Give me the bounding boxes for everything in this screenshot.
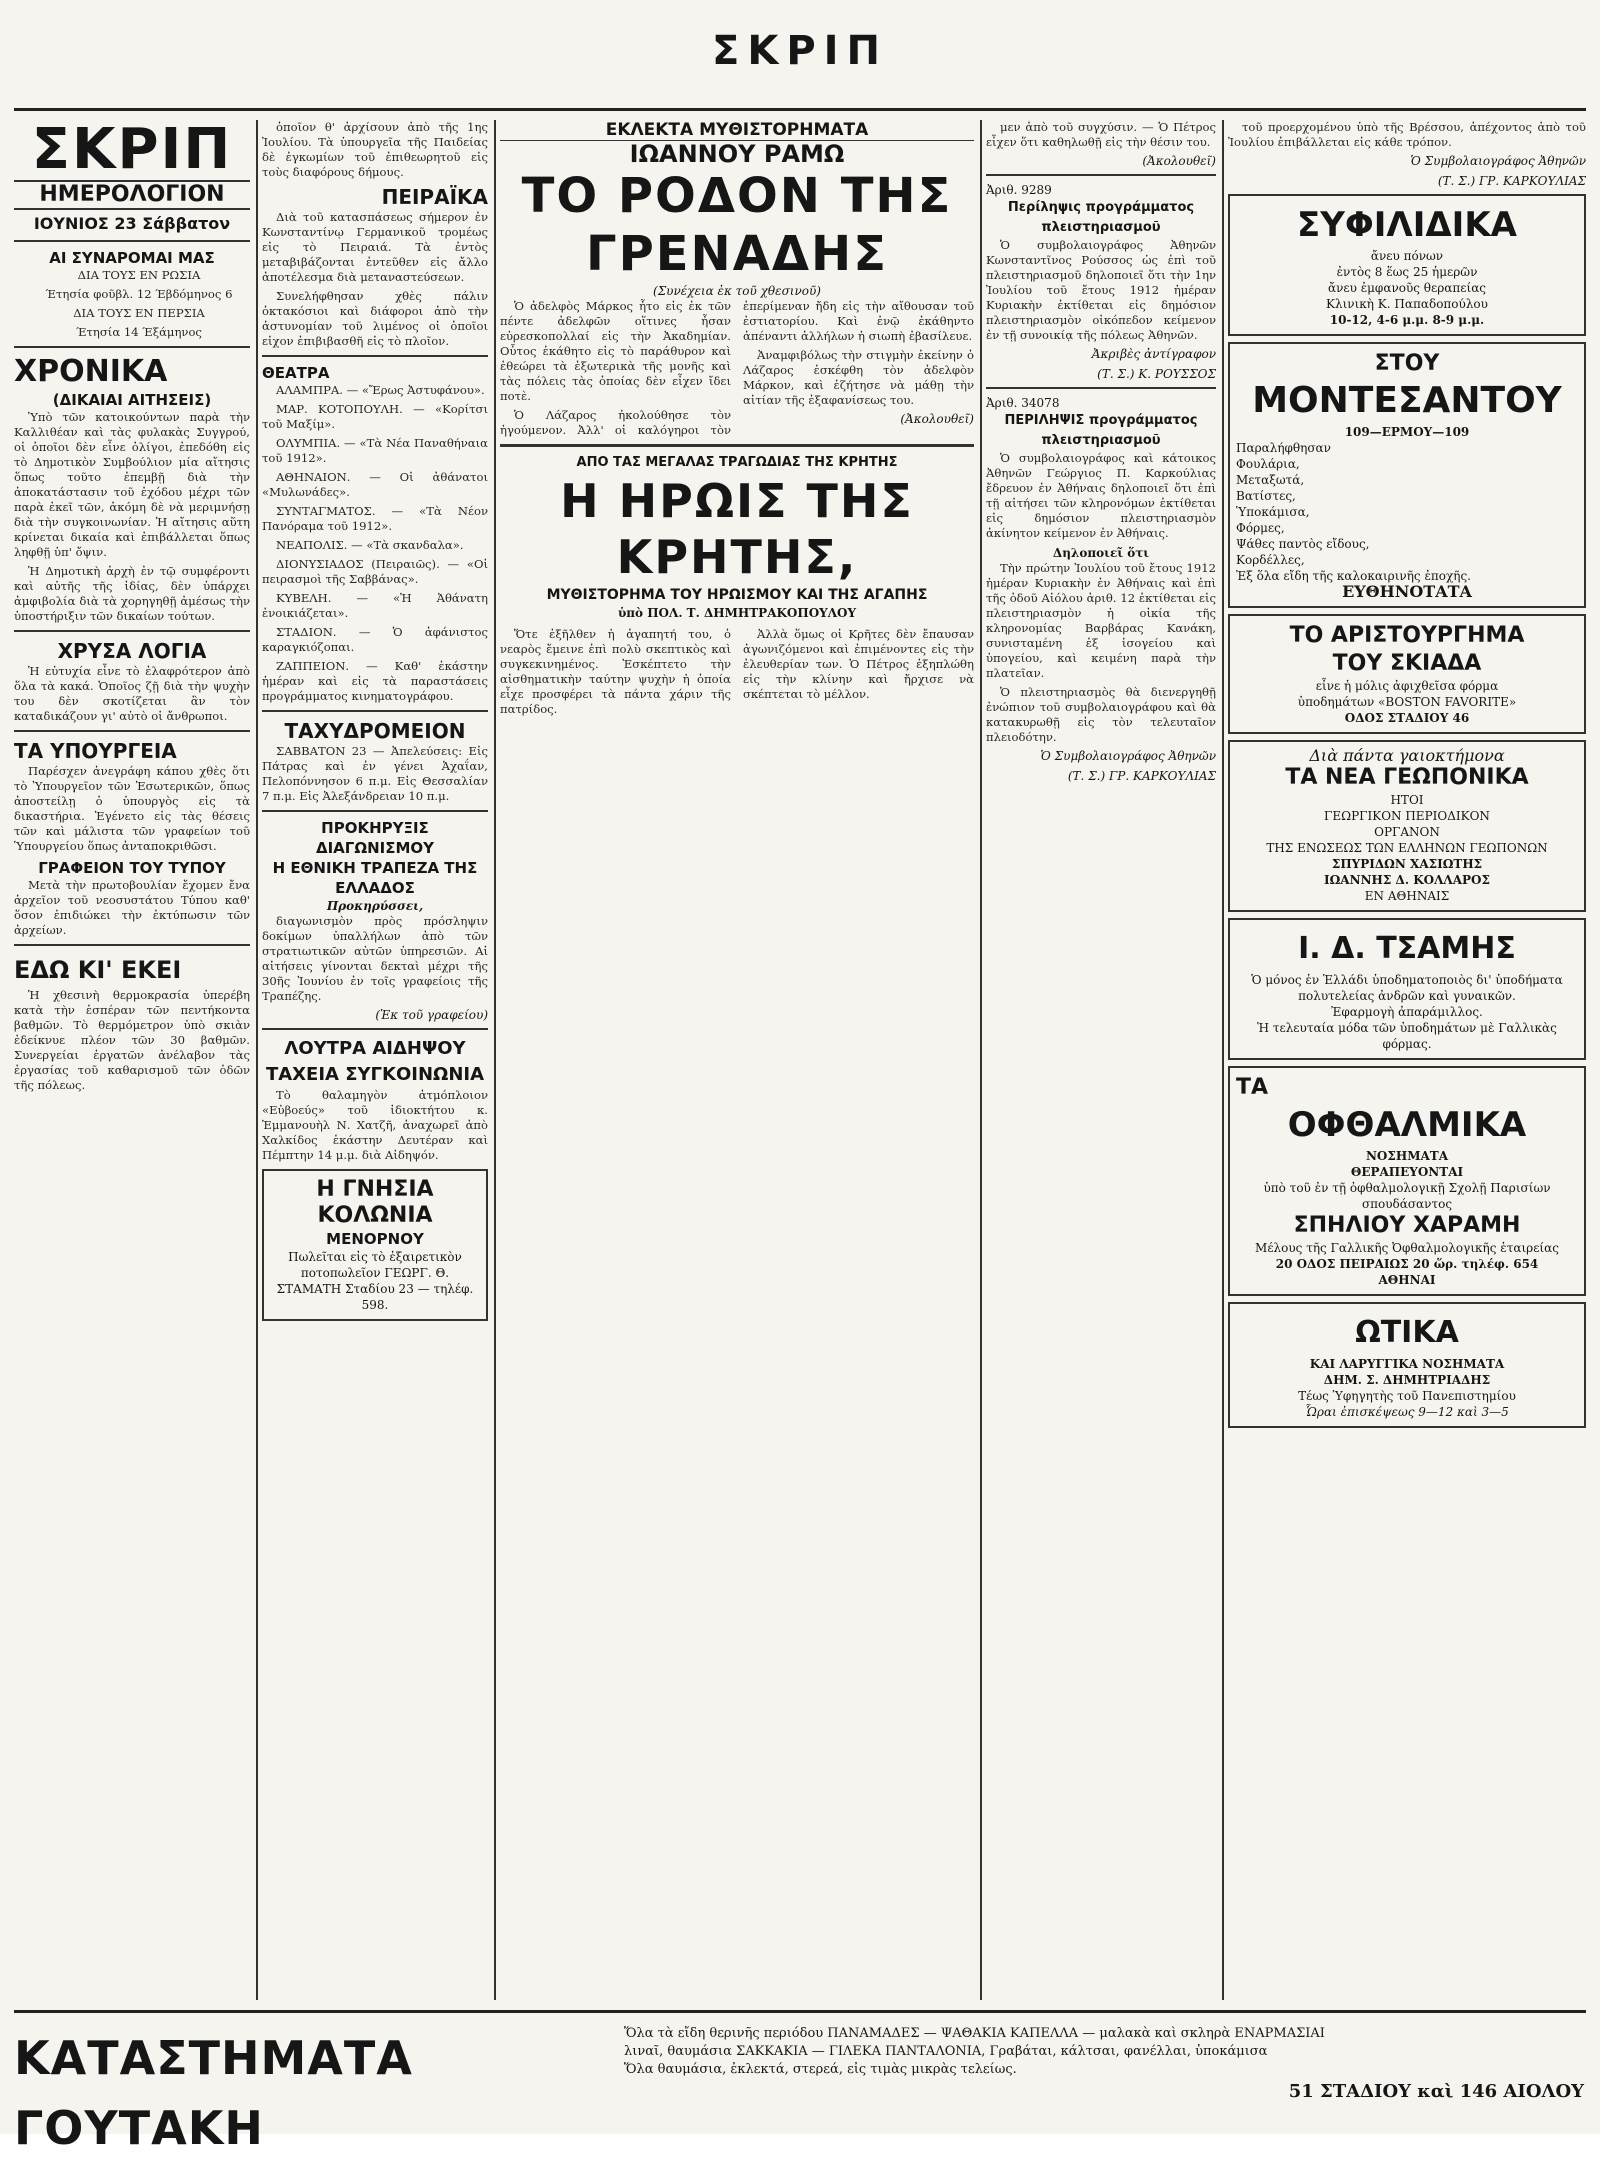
skiada-subtitle: ΤΟΥ ΣΚΙΑΔΑ [1332,651,1482,676]
column-rule [494,120,496,2000]
chronika-title: ΧΡΟΝΙΚΑ [14,354,168,389]
continued-signature: (Τ. Σ.) ΓΡ. ΚΑΡΚΟΥΛΙΑΣ [1437,174,1586,188]
serial2-paragraph: Ἀλλὰ ὅμως οἱ Κρῆτες δὲν ἔπαυσαν ἀγωνιζόμενοι καὶ ἐπιμένοντες εἰς τὴν ἐλευθερίαν των. Ὁ Πέτρος ἐξηπλώθη εἰς τὴν κλίνην καὶ ἤρχισε νὰ σκέπτεται τὸ μέλλον. [743,627,974,701]
notice-text: Ὁ συμβολαιογράφος Ἀθηνῶν Κωνσταντῖνος Ρούσσος ὡς ἐπὶ τοῦ πλειστηριασμοῦ δηλοποιεῖ ὅτι τὴν 1ην Ἰουλίου τοῦ ἔτους 1912 ἡμέραν Κυριακὴν ἐκτίθεται εἰς δημόσιον πλειστηριασμὸν οἰκόπεδον κείμενον ἐν τῇ συνοικίᾳ τῆς πόλεως Ἀθηνῶν. [986,238,1216,342]
page-masthead: ΣΚΡΙΠ [712,28,888,74]
serial-continued: (Συνέχεια ἐκ τοῦ χθεσινοῦ) [653,284,821,298]
otika-subtitle: ΚΑΙ ΛΑΡΥΓΓΙΚΑ ΝΟΣΗΜΑΤΑ [1309,1357,1505,1371]
subscription-line: Έτησία 14 Έξάμηνος [76,325,202,339]
syfilidika-title: ΣΥΦΙΛΙΔΙΚΑ [1297,205,1517,245]
theatra-title: ΘΕΑΤΡΑ [262,364,330,382]
montesantou-ad [1228,342,1586,608]
ad-line: ΑΘΗΝΑΙ [1378,1273,1436,1287]
notice-number: Ἀριθ. 9289 [986,183,1052,197]
ad-line: ΣΠΥΡΙΔΩΝ ΧΑΣΙΩΤΗΣ [1331,857,1483,871]
ad-line: ΙΩΑΝΝΗΣ Δ. ΚΟΛΛΑΡΟΣ [1324,873,1490,887]
theatre-listing: ΑΘΗΝΑΙΟΝ. — Οἱ ἀθάνατοι «Μυλωνάδες». [262,470,488,499]
ad-line: Φόρμες, [1236,521,1285,535]
ad-line: Κορδέλλες, [1236,553,1305,567]
goutaki-line: Ὅλα θαυμάσια, ἐκλεκτά, στερεά, εἰς τιμὰς μικρὰς τελείως. [624,2062,1017,2077]
edo-ki-ekei-text: Ἡ χθεσινὴ θερμοκρασία ὑπερέβη κατὰ τὴν ἑσπέραν τῶν πεντήκοντα βαθμῶν. Τὸ θερμόμετρον ὑπὸ σκιὰν ἐδείκνυε πλέον τῶν 30 βαθμῶν. Συνεργείαι ἐργατῶν ἀνέλαβον τὰς ἐργασίας τοῦ καθαρισμοῦ τῶν ὁδῶν τῆς πόλεως. [14,988,250,1092]
divider [262,355,488,357]
notice-number: Ἀριθ. 34078 [986,396,1060,410]
goutaki-banner [14,2010,1586,2155]
prokiryxis-sub: Προκηρύσσει, [326,899,424,913]
divider [262,710,488,712]
divider [986,174,1216,176]
ad-line: Μέλους τῆς Γαλλικῆς Ὀφθαλμολογικῆς ἑταιρείας [1255,1241,1559,1255]
tsamis-title: Ι. Δ. ΤΣΑΜΗΣ [1298,931,1516,966]
kolonia-text: Πωλεῖται εἰς τὸ ἐξαιρετικὸν ποτοπωλεῖον ΓΕΩΡΓ. Θ. ΣΤΑΜΑΤΗ Σταδίου 23 — τηλέφ. 598. [276,1250,474,1312]
ad-line: ΗΤΟΙ [1390,793,1424,807]
column-4 [986,120,1216,2000]
tachydromeion-title: ΤΑΧΥΔΡΟΜΕΙΟΝ [284,719,466,743]
ad-line: ΤΗΣ ΕΝΩΣΕΩΣ ΤΩΝ ΕΛΛΗΝΩΝ ΓΕΩΠΟΝΩΝ [1266,841,1548,855]
serial-title: ΤΟ ΡΟΔΟΝ ΤΗΣ ΓΡΕΝΑΔΗΣ [521,168,953,282]
ad-line: ἄνευ πόνων [1370,249,1444,263]
subscription-line: ΔΙΑ ΤΟΥΣ ΕΝ ΠΕΡΣΙΑ [73,306,205,320]
geoponika-ad [1228,740,1586,912]
theatre-listing: ΝΕΑΠΟΛΙΣ. — «Τὰ σκανδαλα». [276,538,464,552]
chryssa-logia-text: Ἡ εὐτυχία εἶνε τὸ ἐλαφρότερον ἀπὸ ὅλα τὰ κακά. Ὁποῖος ζῇ διὰ τὴν ψυχὴν του δὲν σκοτίζεται ἂν τὸν καταδικάζουν γι' αὐτὸ οἱ ἄνθρωποι. [14,664,250,723]
loutra-text: Τὸ θαλαμηγὸν ἀτμόπλοιον «Εὐβοεύς» τοῦ ἰδιοκτήτου κ. Ἐμμανουὴλ Ν. Χατζῆ, ἀναχωρεῖ ἀπὸ Χαλκίδος ἑκάστην Δευτέραν καὶ Πέμπτην 14 μ.μ. διὰ Αἰδηψόν. [262,1088,488,1162]
peiraika-title: ΠΕΙΡΑΪΚΑ [381,185,488,209]
chronika-text-2: Ἡ Δημοτικὴ ἀρχὴ ἐν τῷ συμφέροντι καὶ αὐτῆς τῆς ἰδίας, δὲν ὑπάρχει ἀμφιβολία διὰ τὰ χορηγηθῇ ἀμέσως τὴν ὑποστήριξιν τῶν δικαίων τούτων. [14,564,250,623]
ad-line: Βατίστες, [1236,489,1296,503]
ypourgeia-text: Παρέσχεν ἀνεγράφη κάπου χθὲς ὅτι τὸ Ὑπουργεῖον τῶν Ἐσωτερικῶν, ὅπως ἀποστείλῃ ὁ ὑπουργὸς εἰς τὰ δικαστήρια. Ἐγένετο εἰς τὰς θέσεις τῶν καὶ μάλιστα τῶν γραφείων τοῦ Ὑπουργείου ὅπως ἀνταποκριθῶσι. [14,764,250,853]
ad-line: Ψάθες παντὸς εἴδους, [1236,537,1370,551]
continued-signature: Ὁ Συμβολαιογράφος Ἀθηνῶν [1410,154,1586,168]
column-2 [262,120,488,2000]
serial2-series-label: ΑΠΟ ΤΑΣ ΜΕΓΑΛΑΣ ΤΡΑΓΩΔΙΑΣ ΤΗΣ ΚΡΗΤΗΣ [576,455,898,470]
theatre-listing: ΔΙΟΝΥΣΙΑΔΟΣ (Πειραιῶς). — «Οἱ πειρασμοὶ τῆς Σαββάνας». [262,557,488,586]
goutaki-title: ΚΑΤΑΣΤΗΜΑΤΑ ΓΟΥΤΑΚΗ [14,2031,413,2155]
chronika-text: Ὑπὸ τῶν κατοικούντων παρὰ τὴν Καλλιθέαν καὶ τὰς φυλακὰς Συγγρού, οἱ ὁποῖοι δὲν εἶνε ὀλίγοι, ἐπεδόθη εἰς τὸ Δημοτικὸν Συμβούλιον μία αἴτησις ὅπως τοῦτο ἐπεμβῇ διὰ τὴν ἀποκατάστασιν τοῦ ἐχόδου μέχρι τῶν παρὰ ἐκεῖ τῶν, ἀκόμη δὲ νὰ μεριμνήσῃ διὰ τὴν συγκοινωνίαν. Ἡ αἴτησις αὕτη κρίνεται δικαία καὶ ἐπιβάλλεται ὅπως ληφθῇ ὑπ' ὄψιν. [14,410,250,559]
kolonia-ad [262,1169,488,1321]
ad-line: ἐντὸς 8 ἕως 25 ἡμερῶν [1336,265,1478,279]
continued-text: τοῦ προερχομένου ὑπὸ τῆς Βρέσσου, ἀπέχοντος ἀπὸ τοῦ Ἰουλίου ἐπιβάλλεται εἰς κάθε τρόπον. [1228,120,1586,149]
notice-text: Τὴν πρώτην Ἰουλίου τοῦ ἔτους 1912 ἡμέραν Κυριακὴν ἐν Ἀθήναις καὶ ἐπὶ τῆς ὁδοῦ Αἰόλου ἀριθ. 12 ἐκτίθεται εἰς πλειστηριασμὸν ἡ οἰκία τῆς κληρονομίας Βαρβάρας Κανάκη, συνισταμένη ἐξ ἰσογείου καὶ ὑπογείου, καὶ κειμένη παρὰ τὴν πλατεῖαν. [986,561,1216,680]
notice-text: Ὁ πλειστηριασμὸς θὰ διενεργηθῇ ἐνώπιον τοῦ συμβολαιογράφου καὶ θὰ κατακυρωθῇ εἰς τὸν τελευταῖον πλειοδότην. [986,685,1216,744]
divider [262,1028,488,1030]
peiraika-text: Διὰ τοῦ κατασπάσεως σήμερον ἐν Κωνσταντίνῳ Γερμανικοῦ τρομέως εἰς τὸ Πειραιά. Τὰ ἐντὸς μεταβιβάζονται ἐντεῦθεν εἰς ἄλλο ἀποτέλεσμα διὰ μεταναστεύσεων. [262,210,488,284]
divider [262,810,488,812]
ad-line: Μεταξωτά, [1236,473,1305,487]
column-5 [1228,120,1586,2000]
ad-line: Ἐφαρμογὴ ἀπαράμιλλος. [1331,1005,1483,1019]
otika-title: ΩΤΙΚΑ [1355,1315,1459,1350]
column-rule [1222,120,1224,2000]
notice-signature: Ἀκριβὲς ἀντίγραφον [1091,347,1216,361]
theatre-listing: ΣΤΑΔΙΟΝ. — Ὁ ἀφάνιστος καραγκιόζοπαι. [262,625,488,654]
divider [14,944,250,946]
ad-line: 20 ΟΔΟΣ ΠΕΙΡΑΙΩΣ 20 ὥρ. τηλέφ. 654 [1275,1257,1539,1271]
goutaki-line: Ὅλα τὰ εἴδη θερινῆς περιόδου ΠΑΝΑΜΑΔΕΣ — ΨΑΘΑΚΙΑ ΚΑΠΕΛΛΑ — μαλακὰ καὶ σκληρὰ ΕΝΑΡΜΑΣΙΑΙ [624,2026,1325,2041]
prokiryxis-title: ΠΡΟΚΗΡΥΞΙΣ ΔΙΑΓΩΝΙΣΜΟΥ [315,819,435,857]
ad-line: Κλινικὴ Κ. Παπαδοπούλου [1326,297,1488,311]
peiraika-text-2: Συνελήφθησαν χθὲς πάλιν ὀκτακόσιοι καὶ διάφοροι ἀπὸ τὴν ἀστυνομίαν τοῦ λιμένος οἱ ὁποῖοι εἰχον ἐπιβιβασθῆ εἰς τὸ πλοῖον. [262,289,488,348]
ad-line: Ὧραι ἐπισκέψεως 9—12 καὶ 3—5 [1305,1405,1509,1419]
ad-line: Ἐξ ὅλα εἴδη τῆς καλοκαιρινῆς ἐποχῆς. [1236,569,1471,583]
notice-signature: Ὁ Συμβολαιογράφος Ἀθηνῶν [1040,749,1216,763]
ofthalmika-doctor: ΣΠΗΛΙΟΥ ΧΑΡΑΜΗ [1293,1213,1521,1238]
ad-line: εἶνε ἡ μόλις ἀφιχθεῖσα φόρμα [1315,679,1499,693]
serial-paragraph: Ὁ ἀδελφὸς Μάρκος ἦτο εἰς ἐκ τῶν πέντε ἀδελφῶν οἵτινες ἦσαν εὐρεσκοπολλαί εἰς τὴν Ἀκαδημίαν. Οὗτος ἐκάθητο εἰς τὸ παράθυρον καὶ ἐθεώρει τὰ ἐξωτερικὰ τῆς μονῆς καὶ τὰς πόλεις τὰς ὁποίας δὲν εἶχεν ἴδει ποτὲ. [500,299,731,403]
serial2-author: ὑπὸ ΠΟΛ. Τ. ΔΗΜΗΤΡΑΚΟΠΟΥΛΟΥ [617,606,857,620]
theatre-listing: ΣΥΝΤΑΓΜΑΤΟΣ. — «Τὰ Νέον Πανόραμα τοῦ 1912». [262,504,488,533]
ofthalmika-ad [1228,1066,1586,1296]
grafeion-text: Μετὰ τὴν πρωτοβουλίαν ἔχομεν ἔνα ἀρχεῖον τοῦ νεοσυστάτου Τύπου καθ' ὅσον ἐπιδιώκει τὴν ἐκτύπωσιν τῶν ἀρχείων. [14,878,250,937]
notice-title: ΠΕΡΙΛΗΨΙΣ προγράμματος πλειστηριασμοῦ [1004,413,1198,448]
tachydromeion-text: ΣΑΒΒΑΤΟΝ 23 — Ἀπελεύσεις: Εἰς Πάτρας καὶ ἐν γένει Ἀχαΐαν, Πελοπόννησον 6 π.μ. Εἰς Θεσσαλίαν 7 π.μ. Εἰς Ἀλεξάνδρειαν 10 π.μ. [262,744,488,803]
theatre-listing: ΜΑΡ. ΚΟΤΟΠΟΥΛΗ. — «Κορίτσι τοῦ Μαξίμ». [262,402,488,431]
montesantou-title: ΜΟΝΤΕΣΑΝΤΟΥ [1252,380,1562,421]
notice-subhead: Δηλοποιεῖ ὅτι [1052,546,1150,560]
serial2-paragraph: Ὅτε ἐξῆλθεν ἡ ἀγαπητή του, ὁ νεαρὸς ἔμεινε ἐπὶ πολὺ σκεπτικὸς καὶ συγκεκινημένος. Ἐσκέπτετο τὴν αἰσθηματικὴν ταύτην ψυχὴν ἡ ὁποία εἶχε προσφέρει τὰ πάντα χάριν τῆς πατρίδος. [500,627,731,716]
skiada-ad [1228,614,1586,734]
theatre-listing: ΑΛΑΜΠΡΑ. — «Ἔρως Ἀστυφάνου». [276,383,485,397]
notice-signature: (Τ. Σ.) Κ. ΡΟΥΣΣΟΣ [1097,367,1216,381]
prokiryxis-signature: (Ἐκ τοῦ γραφείου) [375,1008,488,1022]
serial2-title: Η ΗΡΩΙΣ ΤΗΣ ΚΡΗΤΗΣ, [560,474,914,584]
serial-author: ΙΩΑΝΝΟΥ ΡΑΜΩ [629,140,845,168]
skiada-title: ΤΟ ΑΡΙΣΤΟΥΡΓΗΜΑ [1289,623,1525,648]
ad-line: ΕΝ ΑΘΗΝΑΙΣ [1364,889,1450,903]
otika-ad [1228,1302,1586,1428]
loutra-subtitle: ΤΑΧΕΙΑ ΣΥΓΚΟΙΝΩΝΙΑ [265,1064,485,1085]
montesantou-address: 109—ΕΡΜΟΥ—109 [1344,425,1470,439]
ad-line: ΘΕΡΑΠΕΥΟΝΤΑΙ [1350,1165,1464,1179]
divider [14,730,250,732]
ad-line: Ἡ τελευταία μόδα τῶν ὑποδημάτων μὲ Γαλλικὰς φόρμας. [1257,1021,1557,1051]
kolonia-title: Η ΓΝΗΣΙΑ ΚΟΛΩΝΙΑ [316,1177,434,1228]
column-rule [980,120,982,2000]
serial-continues: (Ἀκολουθεῖ) [900,412,974,426]
ad-line: Παραλήφθησαν [1236,441,1331,455]
goutaki-address: 51 ΣΤΑΔΙΟΥ καὶ 146 ΑΙΟΛΟΥ [1288,2081,1584,2102]
ofthalmika-title: ΟΦΘΑΛΜΙΚΑ [1287,1105,1527,1145]
prokiryxis-text: διαγωνισμὸν πρὸς πρόσληψιν δοκίμων ὑπαλλήλων ἀπὸ τῶν στρατιωτικῶν αὐτῶν ὑπηρεσιῶν. Αἱ αἰτήσεις γίνονται δεκταὶ μέχρι τῆς 30ῆς Ἰουνίου ἐν τοῖς γραφείοις τῆς Τραπέζης. [262,914,488,1003]
serial-body [500,299,974,438]
ypourgeia-title: ΤΑ ΥΠΟΥΡΓΕΙΑ [14,739,177,763]
chronika-subtitle: (ΔΙΚΑΙΑΙ ΑΙΤΗΣΕΙΣ) [52,391,212,409]
theatre-listing: ΟΛΥΜΠΙΑ. — «Τὰ Νέα Παναθήναια τοῦ 1912». [262,436,488,465]
grafeion-title: ΓΡΑΦΕΙΟΝ ΤΟΥ ΤΥΠΟΥ [38,859,226,877]
prokiryxis-bank: Η ΕΘΝΙΚΗ ΤΡΑΠΕΖΑ ΤΗΣ ΕΛΛΑΔΟΣ [272,859,478,897]
ad-line: ΓΕΩΡΓΙΚΟΝ ΠΕΡΙΟΔΙΚΟΝ [1324,809,1490,823]
ad-line: ΟΡΓΑΝΟΝ [1374,825,1440,839]
subscription-line: ΔΙΑ ΤΟΥΣ ΕΝ ΡΩΣΙΑ [77,268,201,282]
loutra-title: ΛΟΥΤΡΑ ΑΙΔΗΨΟΥ [284,1038,466,1059]
date-line: ΙΟΥΝΙΟΣ 23 Σάββατον [33,214,231,233]
logo: ΣΚΡΙΠ [31,120,233,182]
theatre-listing: ΚΥΒΕΛΗ. — «Ἡ Ἀθάνατη ἐνοικιάζεται». [262,591,488,620]
divider [986,387,1216,389]
kolonia-subtitle: ΜΕΝΟΡΝΟΥ [326,1230,424,1248]
continued-signature: (Ἀκολουθεῖ) [1142,154,1216,168]
serial-series-label: ΕΚΛΕΚΤΑ ΜΥΘΙΣΤΟΡΗΜΑΤΑ [500,120,974,141]
column-3 [500,120,974,2000]
subscriptions-title: ΑΙ ΣΥΝΑΡΟΜΑΙ ΜΑΣ [49,249,215,267]
ad-line: ΕΥΘΗΝΟΤΑΤΑ [1342,582,1472,601]
syfilidika-ad [1228,194,1586,336]
ad-line: ΝΟΣΗΜΑΤΑ [1365,1149,1449,1163]
notice-title: Περίληψις προγράμματος πλειστηριασμοῦ [1007,200,1195,235]
geoponika-title: ΤΑ ΝΕΑ ΓΕΩΠΟΝΙΚΑ [1285,765,1529,790]
montesantou-pre: ΣΤΟΥ [1374,351,1440,376]
top-rule [14,108,1586,111]
subscription-line: Έτησία φοῦβλ. 12 Έβδόμηνος 6 [45,287,233,301]
ad-line: ὑποδημάτων «BOSTON FAVORITE» [1297,695,1517,709]
ad-line: ὑπὸ τοῦ ἐν τῇ ὀφθαλμολογικῇ Σχολῇ Παρισίων σπουδάσαντος [1263,1181,1551,1211]
ad-line: Φουλάρια, [1236,457,1300,471]
continued-text: μεν ἀπὸ τοῦ συγχύσιν. — Ὁ Πέτρος εἶχεν ὅτι καθηλωθῇ εἰς τὴν θέσιν του. [986,120,1216,149]
edo-ki-ekei-title: ΕΔΩ ΚΙ' ΕΚΕΙ [14,956,182,984]
chryssa-logia-title: ΧΡΥΣΑ ΛΟΓΙΑ [57,639,207,663]
ofthalmika-pre: ΤΑ [1236,1075,1269,1100]
column-rule [256,120,258,2000]
serial-paragraph: Ἀναμφιβόλως τὴν στιγμὴν ἐκείνην ὁ Λάζαρος ἐσκέφθη τὸν ἀδελφὸν Μάρκον, καὶ ἐζήτησε νὰ μάθῃ τὴν αἰτίαν τῆς ἐξαφανίσεως του. [743,348,974,407]
ad-line: ἄνευ ἐμφανοῦς θεραπείας [1327,281,1487,295]
goutaki-details [624,2025,1584,2101]
notice-text: Ὁ συμβολαιογράφος καὶ κάτοικος Ἀθηνῶν Γεώργιος Π. Καρκούλιας ἔδρευον ἐν Ἀθήναις δηλοποιεῖ ὅτι ἐπὶ τῇ αἰτήσει τῶν κληρονόμων ἐκτίθεται εἰς δημόσιον πλειστηριασμὸν ἀκίνητον κείμενον ἐν Ἀθήναις. [986,451,1216,540]
ad-line: Ὑποκάμισα, [1236,505,1310,519]
divider [14,630,250,632]
serial-paragraph: Ὁ Λάζαρος ἠκολούθησε τὸν ἡγούμενον. Ἀλλ' οἱ καλόγηροι τὸν ἐπερίμεναν ἤδη εἰς τὴν αἴθουσαν τοῦ ἐστιατορίου. Καὶ ἐνῷ ἐκάθηντο ἀπέναντι ἀλλήλων ἡ σιωπὴ ἐβασίλευε. [500,299,974,437]
geoponika-pre: Διὰ πάντα γαιοκτήμονα [1309,746,1505,765]
serial2-body [500,627,974,717]
tsamis-ad [1228,918,1586,1060]
ad-line: Ὁ μόνος ἐν Ἑλλάδι ὑποδηματοποιὸς δι' ὑποδήματα πολυτελείας ἀνδρῶν καὶ γυναικῶν. [1251,973,1563,1003]
continued-text: ὁποῖον θ' ἀρχίσουν ἀπὸ τῆς 1ης Ἰουλίου. Τὰ ὑπουργεῖα τῆς Παιδείας δὲ ἐγκωμίων τοῦ ἐπιθεωρητοῦ εἰς τοὺς διαφόρους δήμους. [262,120,488,179]
divider [14,346,250,348]
theatre-listing: ΖΑΠΠΕΙΟΝ. — Καθ' ἑκάστην ἡμέραν καὶ εἰς τὰ παραστάσεις προγράμματος κινηματογράφου. [262,659,488,703]
ad-line: ΔΗΜ. Σ. ΔΗΜΗΤΡΙΑΔΗΣ [1323,1373,1491,1387]
divider [500,444,974,447]
notice-signature: (Τ. Σ.) ΓΡ. ΚΑΡΚΟΥΛΙΑΣ [1067,769,1216,783]
goutaki-line: λιναῖ, θαυμάσια ΣΑΚΚΑΚΙΑ — ΓΙΛΕΚΑ ΠΑΝΤΑΛΟΝΙΑ, Γραβάται, κάλτσαι, φανέλλαι, ὑποκάμισα [624,2044,1268,2059]
serial2-subtitle: ΜΥΘΙΣΤΟΡΗΜΑ ΤΟΥ ΗΡΩΙΣΜΟΥ ΚΑΙ ΤΗΣ ΑΓΑΠΗΣ [546,587,928,603]
divider [14,240,250,242]
ad-line: Τέως Ὑφηγητὴς τοῦ Πανεπιστημίου [1298,1389,1516,1403]
ad-line: 10-12, 4-6 μ.μ. 8-9 μ.μ. [1329,313,1485,327]
calendar-title: ΗΜΕΡΟΛΟΓΙΟΝ [14,180,250,210]
column-1 [14,120,250,2000]
ad-line: ΟΔΟΣ ΣΤΑΔΙΟΥ 46 [1344,711,1470,725]
